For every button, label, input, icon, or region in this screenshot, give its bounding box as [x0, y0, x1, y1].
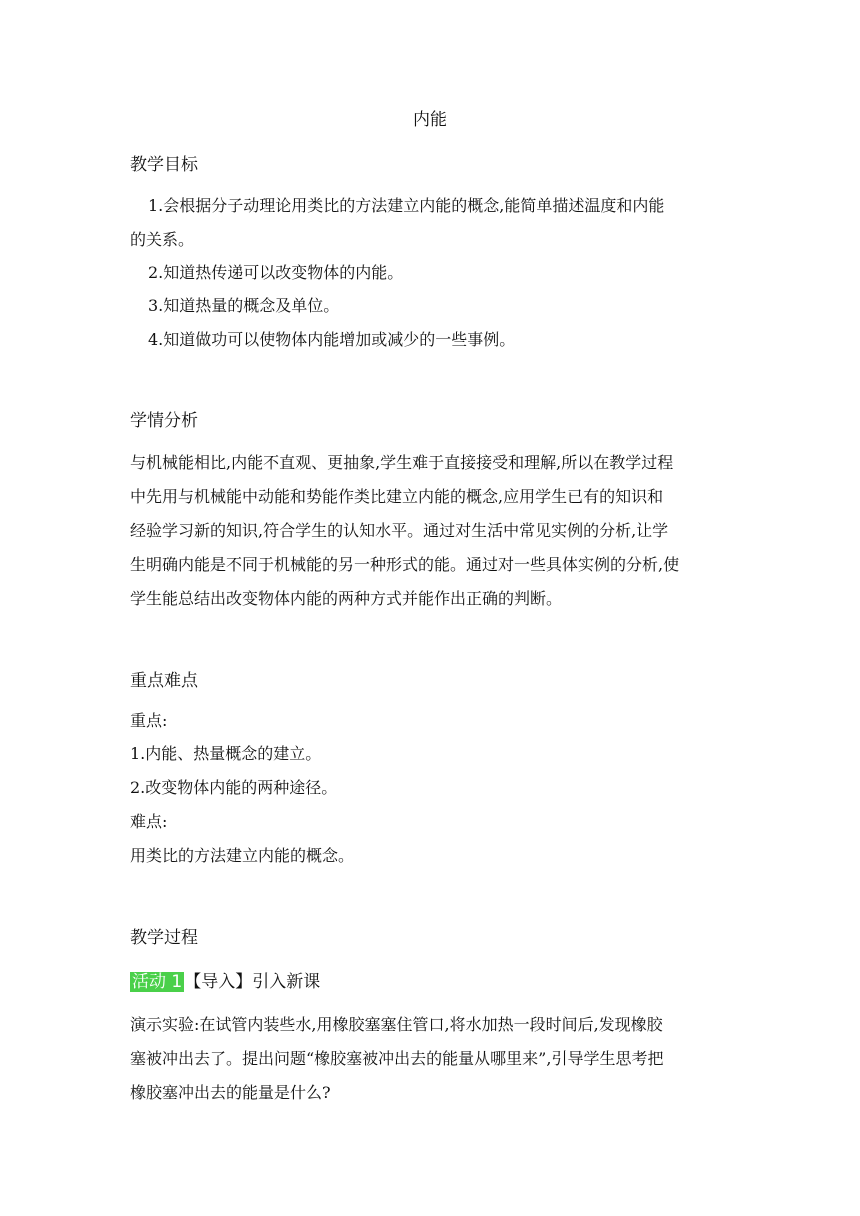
analysis-line-2: 中先用与机械能中动能和势能作类比建立内能的概念,应用学生已有的知识和: [130, 487, 664, 506]
analysis-heading: 学情分析: [130, 411, 198, 431]
activity-badge: 活动 1: [132, 972, 183, 992]
objective-item-3: 3.知道热量的概念及单位。: [148, 296, 340, 315]
key-item-1: 1.内能、热量概念的建立。: [130, 744, 322, 763]
analysis-line-3: 经验学习新的知识,符合学生的认知水平。通过对生活中常见实例的分析,让学: [130, 521, 669, 540]
objective-item-1-line-2: 的关系。: [130, 230, 195, 249]
process-heading: 教学过程: [130, 928, 198, 948]
document-title: 内能: [413, 110, 447, 130]
analysis-line-4: 生明确内能是不同于机械能的另一种形式的能。通过对一些具体实例的分析,使: [130, 555, 680, 574]
objective-item-1-line-1: 1.会根据分子动理论用类比的方法建立内能的概念,能简单描述温度和内能: [148, 196, 665, 215]
process-line-3: 橡胶塞冲出去的能量是什么?: [130, 1083, 331, 1102]
difficult-label: 难点:: [130, 812, 168, 831]
activity-header: [130, 970, 320, 994]
activity-title: 【导入】引入新课: [184, 972, 321, 992]
objectives-heading: 教学目标: [130, 155, 198, 175]
objective-item-4: 4.知道做功可以使物体内能增加或减少的一些事例。: [148, 330, 516, 349]
difficult-item-1: 用类比的方法建立内能的概念。: [130, 846, 355, 865]
keypoints-heading: 重点难点: [130, 671, 198, 691]
analysis-line-5: 学生能总结出改变物体内能的两种方式并能作出正确的判断。: [130, 589, 563, 608]
process-line-2: 塞被冲出去了。提出问题“橡胶塞被冲出去的能量从哪里来”,引导学生思考把: [130, 1049, 664, 1068]
key-label: 重点:: [130, 711, 168, 730]
objective-item-2: 2.知道热传递可以改变物体的内能。: [148, 263, 404, 282]
analysis-line-1: 与机械能相比,内能不直观、更抽象,学生难于直接接受和理解,所以在教学过程: [130, 453, 674, 472]
key-item-2: 2.改变物体内能的两种途径。: [130, 778, 338, 797]
process-line-1: 演示实验:在试管内装些水,用橡胶塞塞住管口,将水加热一段时间后,发现橡胶: [130, 1015, 663, 1034]
